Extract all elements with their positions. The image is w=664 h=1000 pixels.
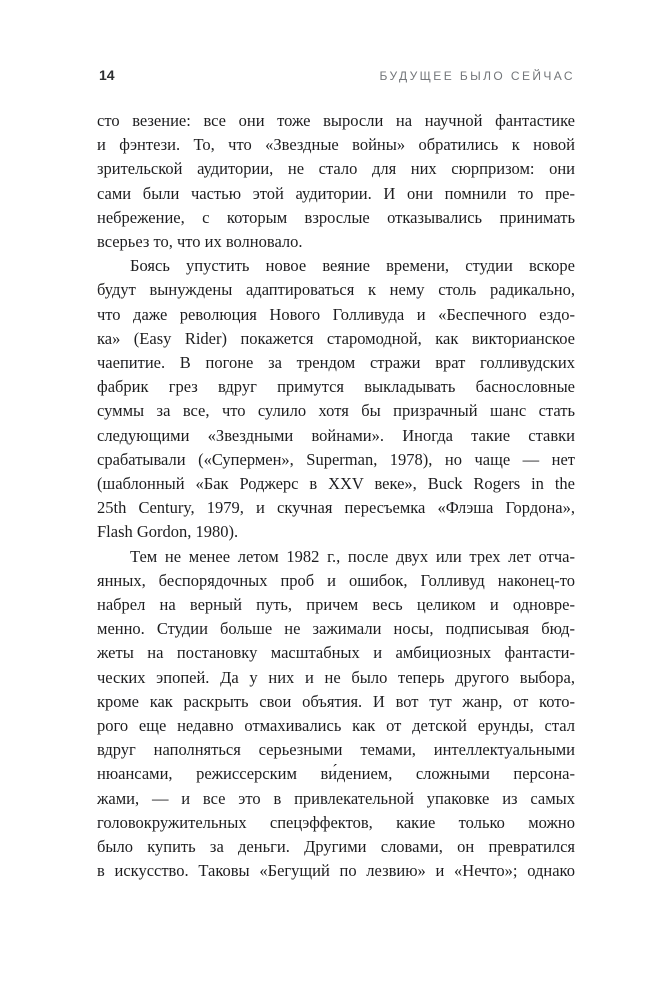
paragraph <box>97 109 575 254</box>
text-line: срабатывали («Супермен», Superman, 1978), но чаще — нет <box>97 449 575 469</box>
text-line: ческих эпопей. Да у них и не было теперь другого выбора, <box>97 667 575 687</box>
text-line: Тем не менее летом 1982 г., после двух или трех лет отча- <box>130 546 575 566</box>
paragraph <box>97 545 575 884</box>
text-line: было купить за деньги. Другими словами, он превратился <box>97 837 575 857</box>
text-line: будут вынуждены адаптироваться к нему столь радикально, <box>97 280 575 300</box>
text-line: нюансами, режиссерским ви́дением, сложными персона- <box>97 764 575 784</box>
page-header <box>99 67 575 83</box>
text-line: чаепитие. В погоне за трендом стражи врат голливудских <box>97 353 575 373</box>
paragraph <box>97 254 575 544</box>
text-line: что даже революция Нового Голливуда и «Беспечного ездо- <box>97 304 575 324</box>
text-line: следующими «Звездными войнами». Иногда такие ставки <box>97 425 575 445</box>
text-line: жами, — и все это в привлекательной упаковке из самых <box>97 788 575 808</box>
running-head: БУДУЩЕЕ БЫЛО СЕЙЧАС <box>379 69 575 83</box>
text-line: сами были частью этой аудитории. И они помнили то пре- <box>97 183 575 203</box>
text-line: (шаблонный «Бак Роджерс в XXV веке», Buck Rogers in the <box>97 474 575 494</box>
text-line: вдруг наполняться серьезными темами, интеллектуальными <box>97 740 575 760</box>
text-line: небрежение, с которым взрослые отказывались принимать <box>97 207 575 227</box>
text-line: Flash Gordon, 1980). <box>97 522 239 542</box>
text-line: менно. Студии больше не зажимали носы, подписывая бюд- <box>97 619 575 639</box>
text-line: набрел на верный путь, причем весь целиком и одновре- <box>97 595 575 615</box>
text-line: зрительской аудитории, не стало для них сюрпризом: они <box>97 159 575 179</box>
text-line: сто везение: все они тоже выросли на научной фантастике <box>97 111 575 130</box>
text-line: ка» (Easy Rider) покажется старомодной, как викторианское <box>97 328 575 348</box>
page-body <box>97 109 575 884</box>
page-number: 14 <box>99 67 115 83</box>
text-line: кроме как раскрыть свои объятия. И вот тут жанр, от кото- <box>97 691 575 711</box>
text-line: головокружительных спецэффектов, какие только можно <box>97 812 575 832</box>
text-line: и фэнтези. То, что «Звездные войны» обратились к новой <box>97 135 575 155</box>
text-line: всерьез то, что их волновало. <box>97 232 303 252</box>
text-line: 25th Century, 1979, и скучная пересъемка «Флэша Гордона», <box>97 498 575 518</box>
text-line: фабрик грез вдруг примутся выкладывать баснословные <box>97 377 575 397</box>
text-line: суммы за все, что сулило хотя бы призрачный шанс стать <box>97 401 575 421</box>
text-line: рого еще недавно отмахивались как от детской ерунды, стал <box>97 716 575 736</box>
text-line: Боясь упустить новое веяние времени, студии вскоре <box>130 256 575 276</box>
text-line: жеты на постановку масштабных и амбициозных фантасти- <box>97 643 575 663</box>
text-line: янных, беспорядочных проб и ошибок, Голливуд наконец-то <box>97 570 575 590</box>
text-line: в искусство. Таковы «Бегущий по лезвию» и «Нечто»; однако <box>97 861 575 881</box>
